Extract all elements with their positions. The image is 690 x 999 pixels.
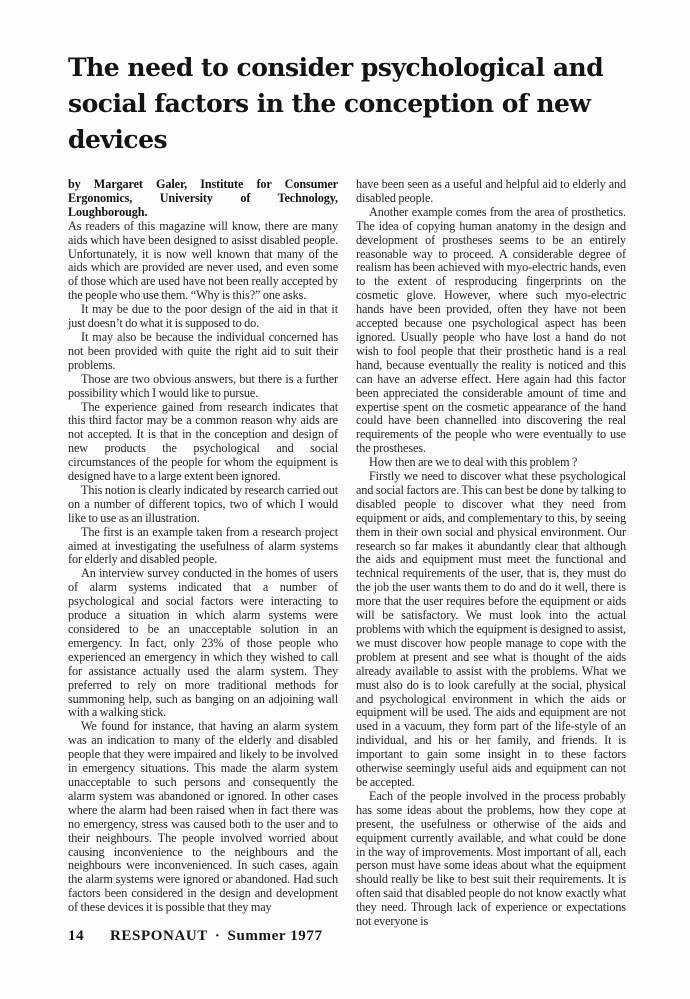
article-title-line2: social factors in the conception of new devices <box>68 89 591 154</box>
paragraph: How then are we to deal with this problem ? <box>369 455 578 470</box>
paragraph: It may be due to the poor design of the aid in that it just doesn’t do what it is supposed to do. <box>68 302 338 331</box>
paragraph: We found for instance, that having an alarm system was an indication to many of the elderly and disabled people that they were impaired and likely to be involved in emergency situations. This made the alarm system unacceptable to such persons and consequently the alarm system was abandoned or ignored. In other cases where the alarm had been raised when in fact there was no emergency, stress was caused both to the user and to their neighbours. The people involved worried about causing inconvenience to the neighbours and the neighbours were inconvenienced. In such cases, again the alarm systems were ignored or abandoned. Had such factors been considered in the design and development of these devices it is possible that they may <box>68 719 338 915</box>
paragraph: It may also be because the individual concerned has not been provided with quite the right aid to suit their problems. <box>68 329 338 372</box>
paragraph: The first is an example taken from a research project aimed at investigating the usefulness of alarm systems for elderly and disabled people. <box>68 524 338 567</box>
paragraph: Firstly we need to discover what these psychological and social factors are. This can best be done by talking to disabled people to discover what they need from equipment or aids, and complementary to this, by seeing them in their own social and physical environment. Our research so far makes it abundantly clear that although the aids and equipment must meet the functional and technical requirements of the user, that is, they must do the job the user wants them to do and do it well, there is more that the user requires before the equipment or aids will be satisfactory. We must look into the actual problems with which the equipment is designed to assist, we must discover how people manage to cope with the problem at present and see what is thought of the aids already available to assist with the problems. What we must also do is to look carefully at the social, physical and psychological environment in which the aids or equipment will be used. The aids and equipment are not used in a vacuum, they form part of the life-style of an individual, and his or her family, and friends. It is important to gain some insight in to these factors otherwise seemingly useful aids and equipment can not be accepted. <box>356 469 626 789</box>
magazine-name: RESPONAUT <box>110 928 208 944</box>
left-column <box>68 178 338 929</box>
paragraph: This notion is clearly indicated by research carried out on a number of different topics, two of which I would like to use as an illustration. <box>68 482 338 525</box>
separator-dot: · <box>214 928 221 944</box>
page-number: 14 <box>68 928 85 944</box>
paragraph: An interview survey conducted in the homes of users of alarm systems indicated that a number of psychological and social factors were interacting to produce a situation in which alarm systems were considered to be an unacceptable solution in an emergency. In fact, only 23% of those people who experienced an emergency in which they wished to call for assistance actually used the alarm system. They preferred to rely on more traditional methods for summoning help, such as banging on an adjoining wall with a walking stick. <box>68 566 338 720</box>
issue-label: Summer 1977 <box>227 928 323 944</box>
article-title-line1: The need to consider psychological and <box>68 53 604 82</box>
article-title <box>0 0 690 158</box>
page-footer <box>68 928 323 945</box>
paragraph: Each of the people involved in the process probably has some ideas about the problems, how they cope at present, the usefulness or otherwise of the aids and equipment currently available, and what could be done in the way of improvements. Most important of all, each person must have some ideas about what the equipment should really be like to best suit their requirements. It is often said that disabled people do not know exactly what they need. Through lack of experience or expectations not everyone is <box>356 788 626 929</box>
paragraph: The experience gained from research indicates that this third factor may be a common reason why aids are not accepted. It is that in the conception and design of new products the psychological and social circumstances of the people for whom the equipment is designed have to a large extent been ignored. <box>68 399 338 484</box>
paragraph: As readers of this magazine will know, there are many aids which have been designed to asisst disabled people. Unfortunately, it is now well known that many of the aids which are provided are never used, and even some of those which are used have not been really accepted by the people who use them. “Why is this?” one asks. <box>68 218 338 303</box>
paragraph: Another example comes from the area of prosthetics. The idea of copying human anatomy in the design and development of prostheses seems to be an entirely reasonable way to proceed. A considerable degree of realism has been achieved with myo-electric hands, even to the extent of resproducing fingerprints on the cosmetic glove. However, where such myo-electric hands have been provided, often they have not been accepted because one psychological aspect has been ignored. Usually people who have lost a hand do not wish to fool people that their prosthetic hand is a real hand, because eventually the reality is noticed and this can have an adverse effect. Here again had this factor been appreciated the considerable amount of time and expertise spent on the cosmetic appearance of the hand could have been channelled into discovering the real requirements of the people who were eventually to use the prostheses. <box>356 204 626 456</box>
article-body <box>68 178 626 929</box>
paragraph: have been seen as a useful and helpful aid to elderly and disabled people. <box>356 177 626 205</box>
byline: by Margaret Galer, Institute for Consumer Ergonomics, University of Technology, Loughborough. <box>68 177 338 219</box>
right-column <box>356 178 626 929</box>
paragraph: Those are two obvious answers, but there is a further possibility which I would like to pursue. <box>68 371 338 400</box>
